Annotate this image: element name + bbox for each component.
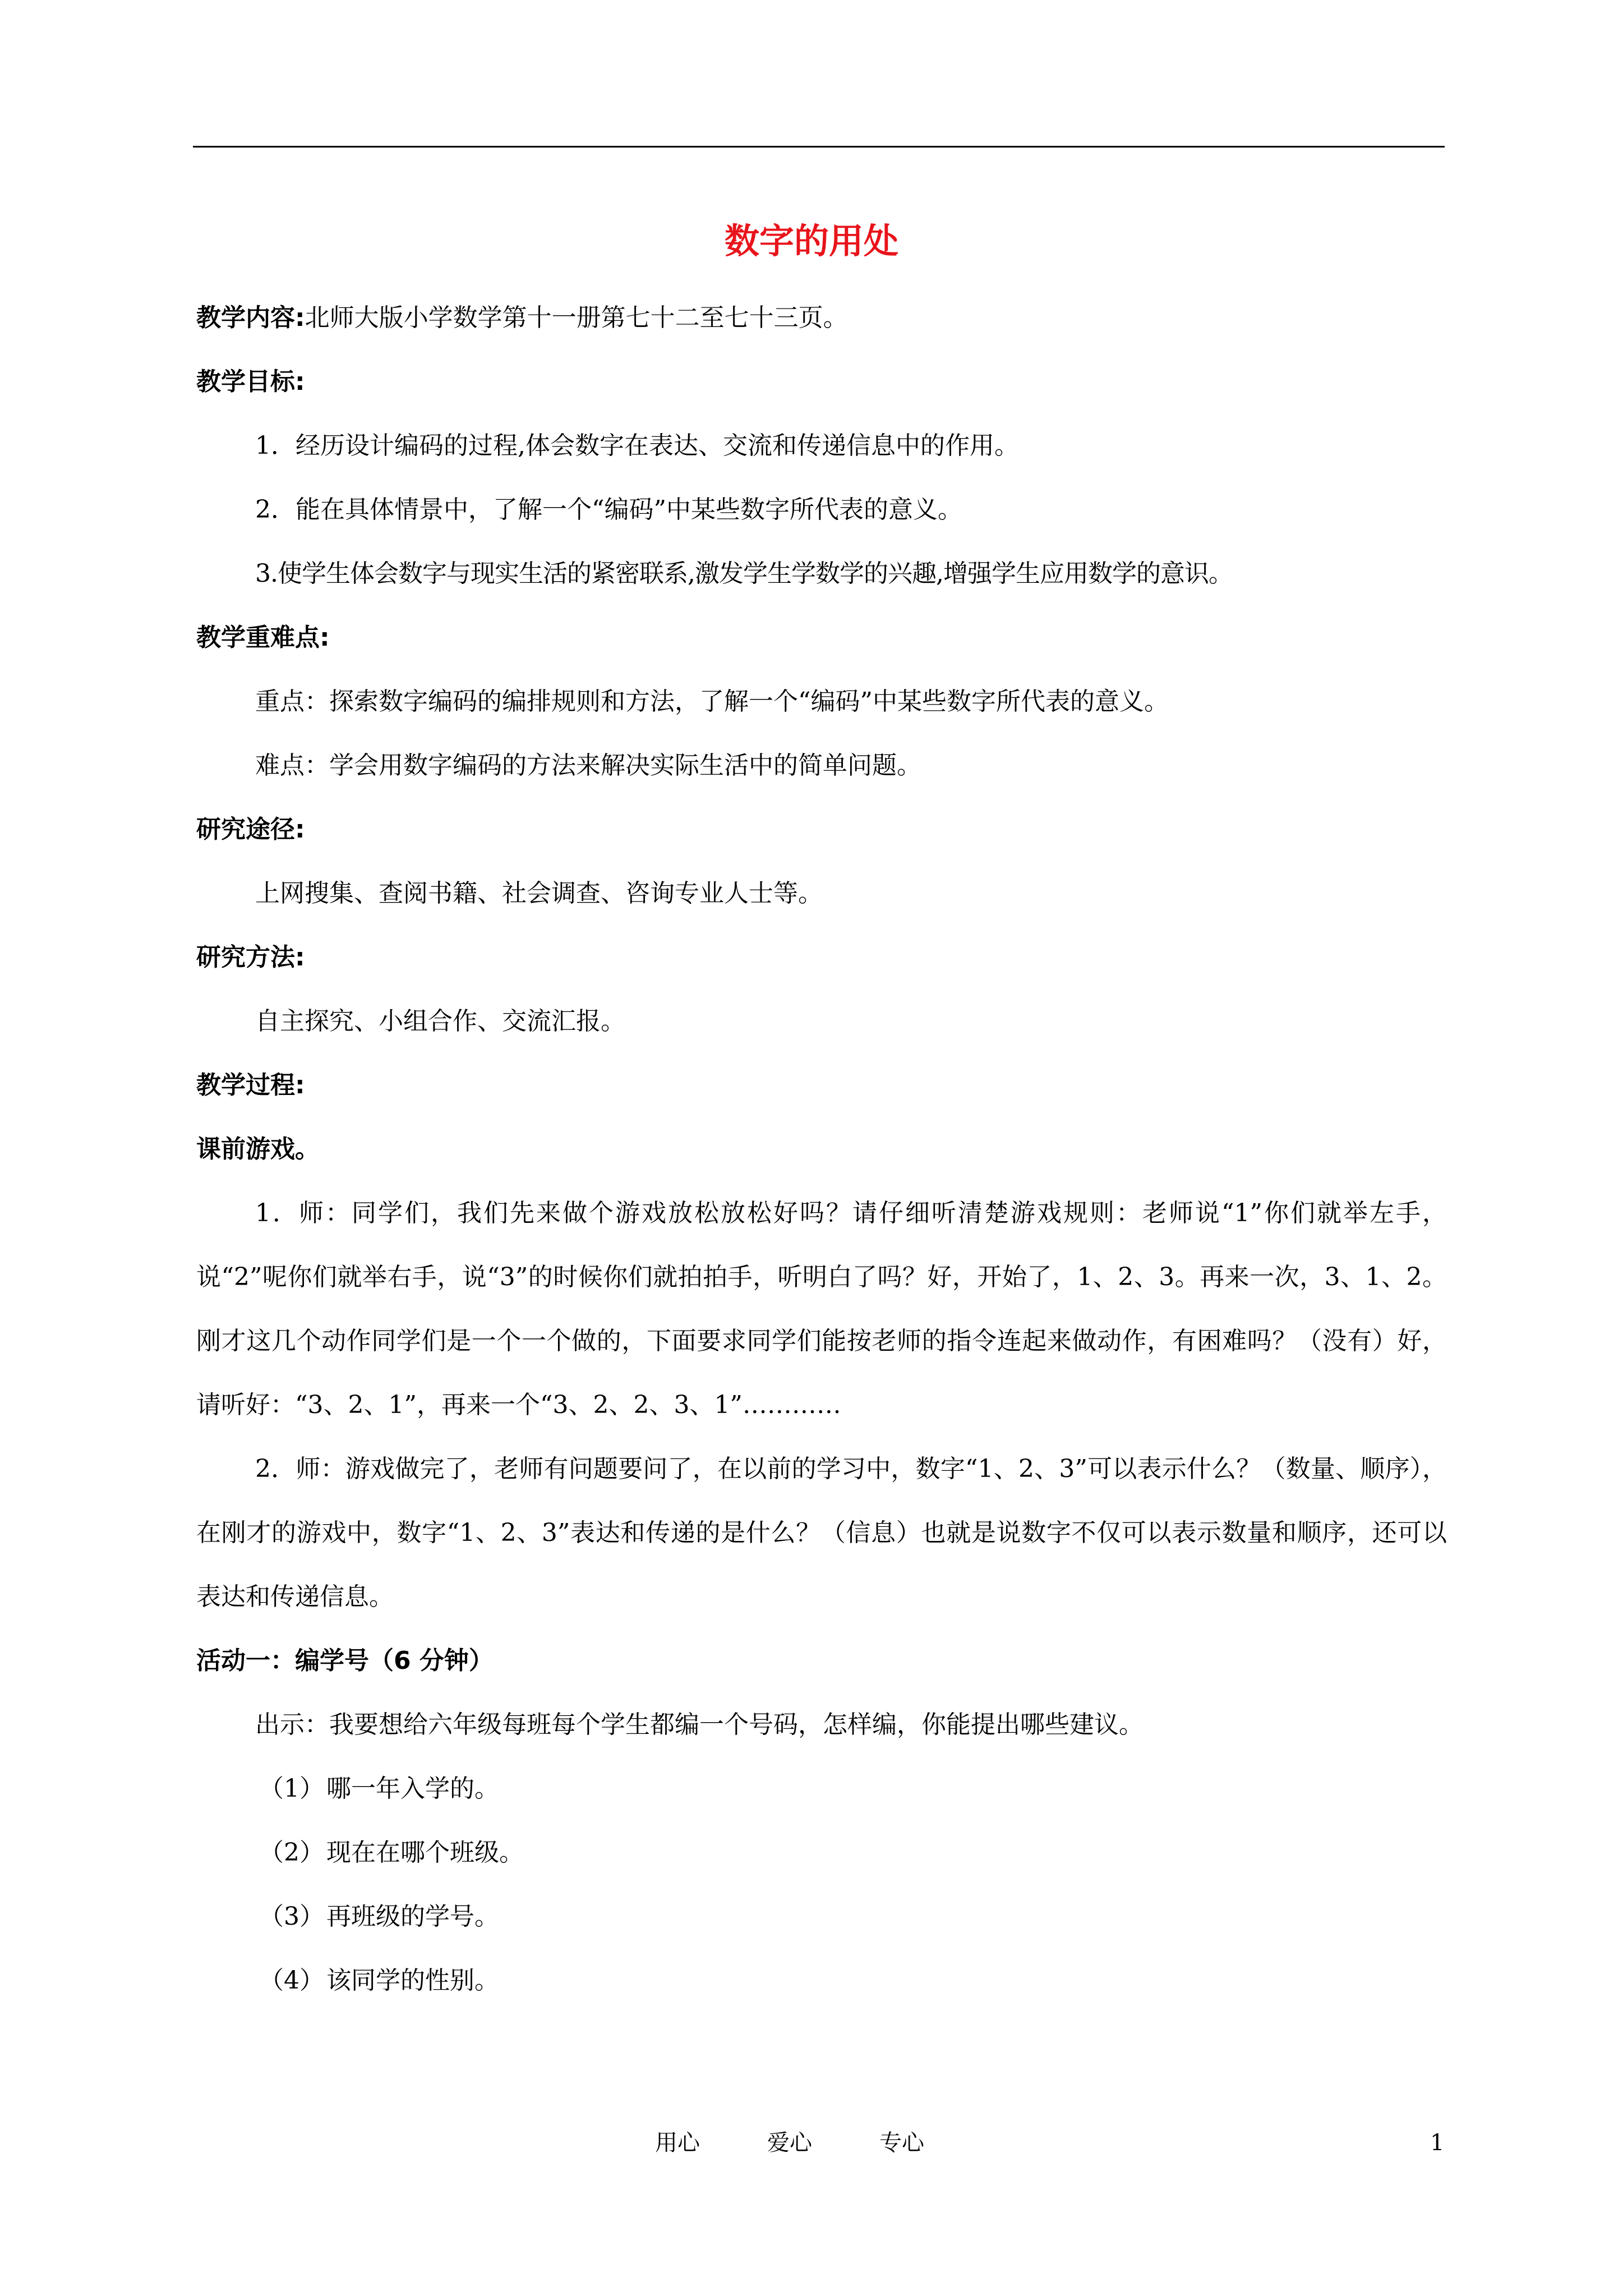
footer-motto-word: 用心 bbox=[655, 2130, 700, 2156]
objectives-heading: 教学目标: bbox=[196, 367, 305, 396]
teaching-content bbox=[196, 286, 1447, 350]
list-item-text: 该同学的性别。 bbox=[326, 1966, 499, 1995]
page-number: 1 bbox=[1430, 2130, 1445, 2156]
footer-motto-word: 爱心 bbox=[767, 2130, 812, 2156]
list-item-number: （2） bbox=[259, 1838, 324, 1867]
research-path-heading: 研究途径: bbox=[196, 815, 305, 844]
teaching-content-label: 教学内容: bbox=[196, 303, 305, 332]
objective-item: 2．能在具体情景中，了解一个“编码”中某些数字所代表的意义。 bbox=[255, 495, 962, 524]
document-body bbox=[196, 286, 1447, 2013]
footer-motto bbox=[655, 2126, 992, 2160]
key-points-heading: 教学重难点: bbox=[196, 623, 330, 652]
key-point-item: 难点：学会用数字编码的方法来解决实际生活中的简单问题。 bbox=[255, 751, 921, 780]
research-path-text: 上网搜集、查阅书籍、社会调查、咨询专业人士等。 bbox=[255, 879, 823, 908]
warmup-heading: 课前游戏。 bbox=[196, 1135, 320, 1163]
process-heading: 教学过程: bbox=[196, 1071, 305, 1099]
list-item-number: （1） bbox=[259, 1774, 324, 1803]
objective-item: 3.使学生体会数字与现实生活的紧密联系,激发学生学数学的兴趣,增强学生应用数学的意识。 bbox=[255, 559, 1233, 588]
footer-motto-word: 专心 bbox=[879, 2130, 924, 2156]
list-item bbox=[196, 1949, 1447, 2013]
process-paragraph: 2．师：游戏做完了，老师有问题要问了，在以前的学习中，数字“1、2、3”可以表示什么？（数量、顺序），在刚才的游戏中，数字“1、2、3”表达和传递的是什么？（信息）也就是说数字不仅可以表示数量和顺序，还可以表达和传递信息。 bbox=[196, 1455, 1447, 1611]
list-item bbox=[196, 1885, 1447, 1949]
key-point-item: 重点：探索数字编码的编排规则和方法，了解一个“编码”中某些数字所代表的意义。 bbox=[255, 687, 1169, 716]
activity1-prompt: 出示：我要想给六年级每班每个学生都编一个号码，怎样编，你能提出哪些建议。 bbox=[255, 1710, 1144, 1739]
list-item-text: 哪一年入学的。 bbox=[326, 1774, 499, 1803]
header-rule bbox=[193, 146, 1445, 148]
research-method-text: 自主探究、小组合作、交流汇报。 bbox=[255, 1007, 625, 1036]
page-title: 数字的用处 bbox=[724, 220, 898, 261]
list-item bbox=[196, 1821, 1447, 1885]
process-paragraph: 1．师：同学们，我们先来做个游戏放松放松好吗？请仔细听清楚游戏规则：老师说“1”你们就举左手，说“2”呢你们就举右手，说“3”的时候你们就拍拍手，听明白了吗？好，开始了，1、2、3。再来一次，3、1、2。刚才这几个动作同学们是一个一个做的，下面要求同学们能按老师的指令连起来做动作，有困难吗？（没有）好，请听好：“3、2、1”，再来一个“3、2、2、3、1”………… bbox=[196, 1199, 1447, 1419]
objective-item: 1．经历设计编码的过程,体会数字在表达、交流和传递信息中的作用。 bbox=[255, 431, 1019, 460]
research-method-heading: 研究方法: bbox=[196, 943, 305, 972]
list-item-number: （4） bbox=[259, 1966, 324, 1995]
teaching-content-text: 北师大版小学数学第十一册第七十二至七十三页。 bbox=[305, 303, 848, 332]
list-item-text: 现在在哪个班级。 bbox=[326, 1838, 524, 1867]
list-item-text: 再班级的学号。 bbox=[326, 1902, 499, 1931]
list-item bbox=[196, 1757, 1447, 1821]
list-item-number: （3） bbox=[259, 1902, 324, 1931]
activity1-heading: 活动一：编学号（6 分钟） bbox=[196, 1646, 494, 1675]
